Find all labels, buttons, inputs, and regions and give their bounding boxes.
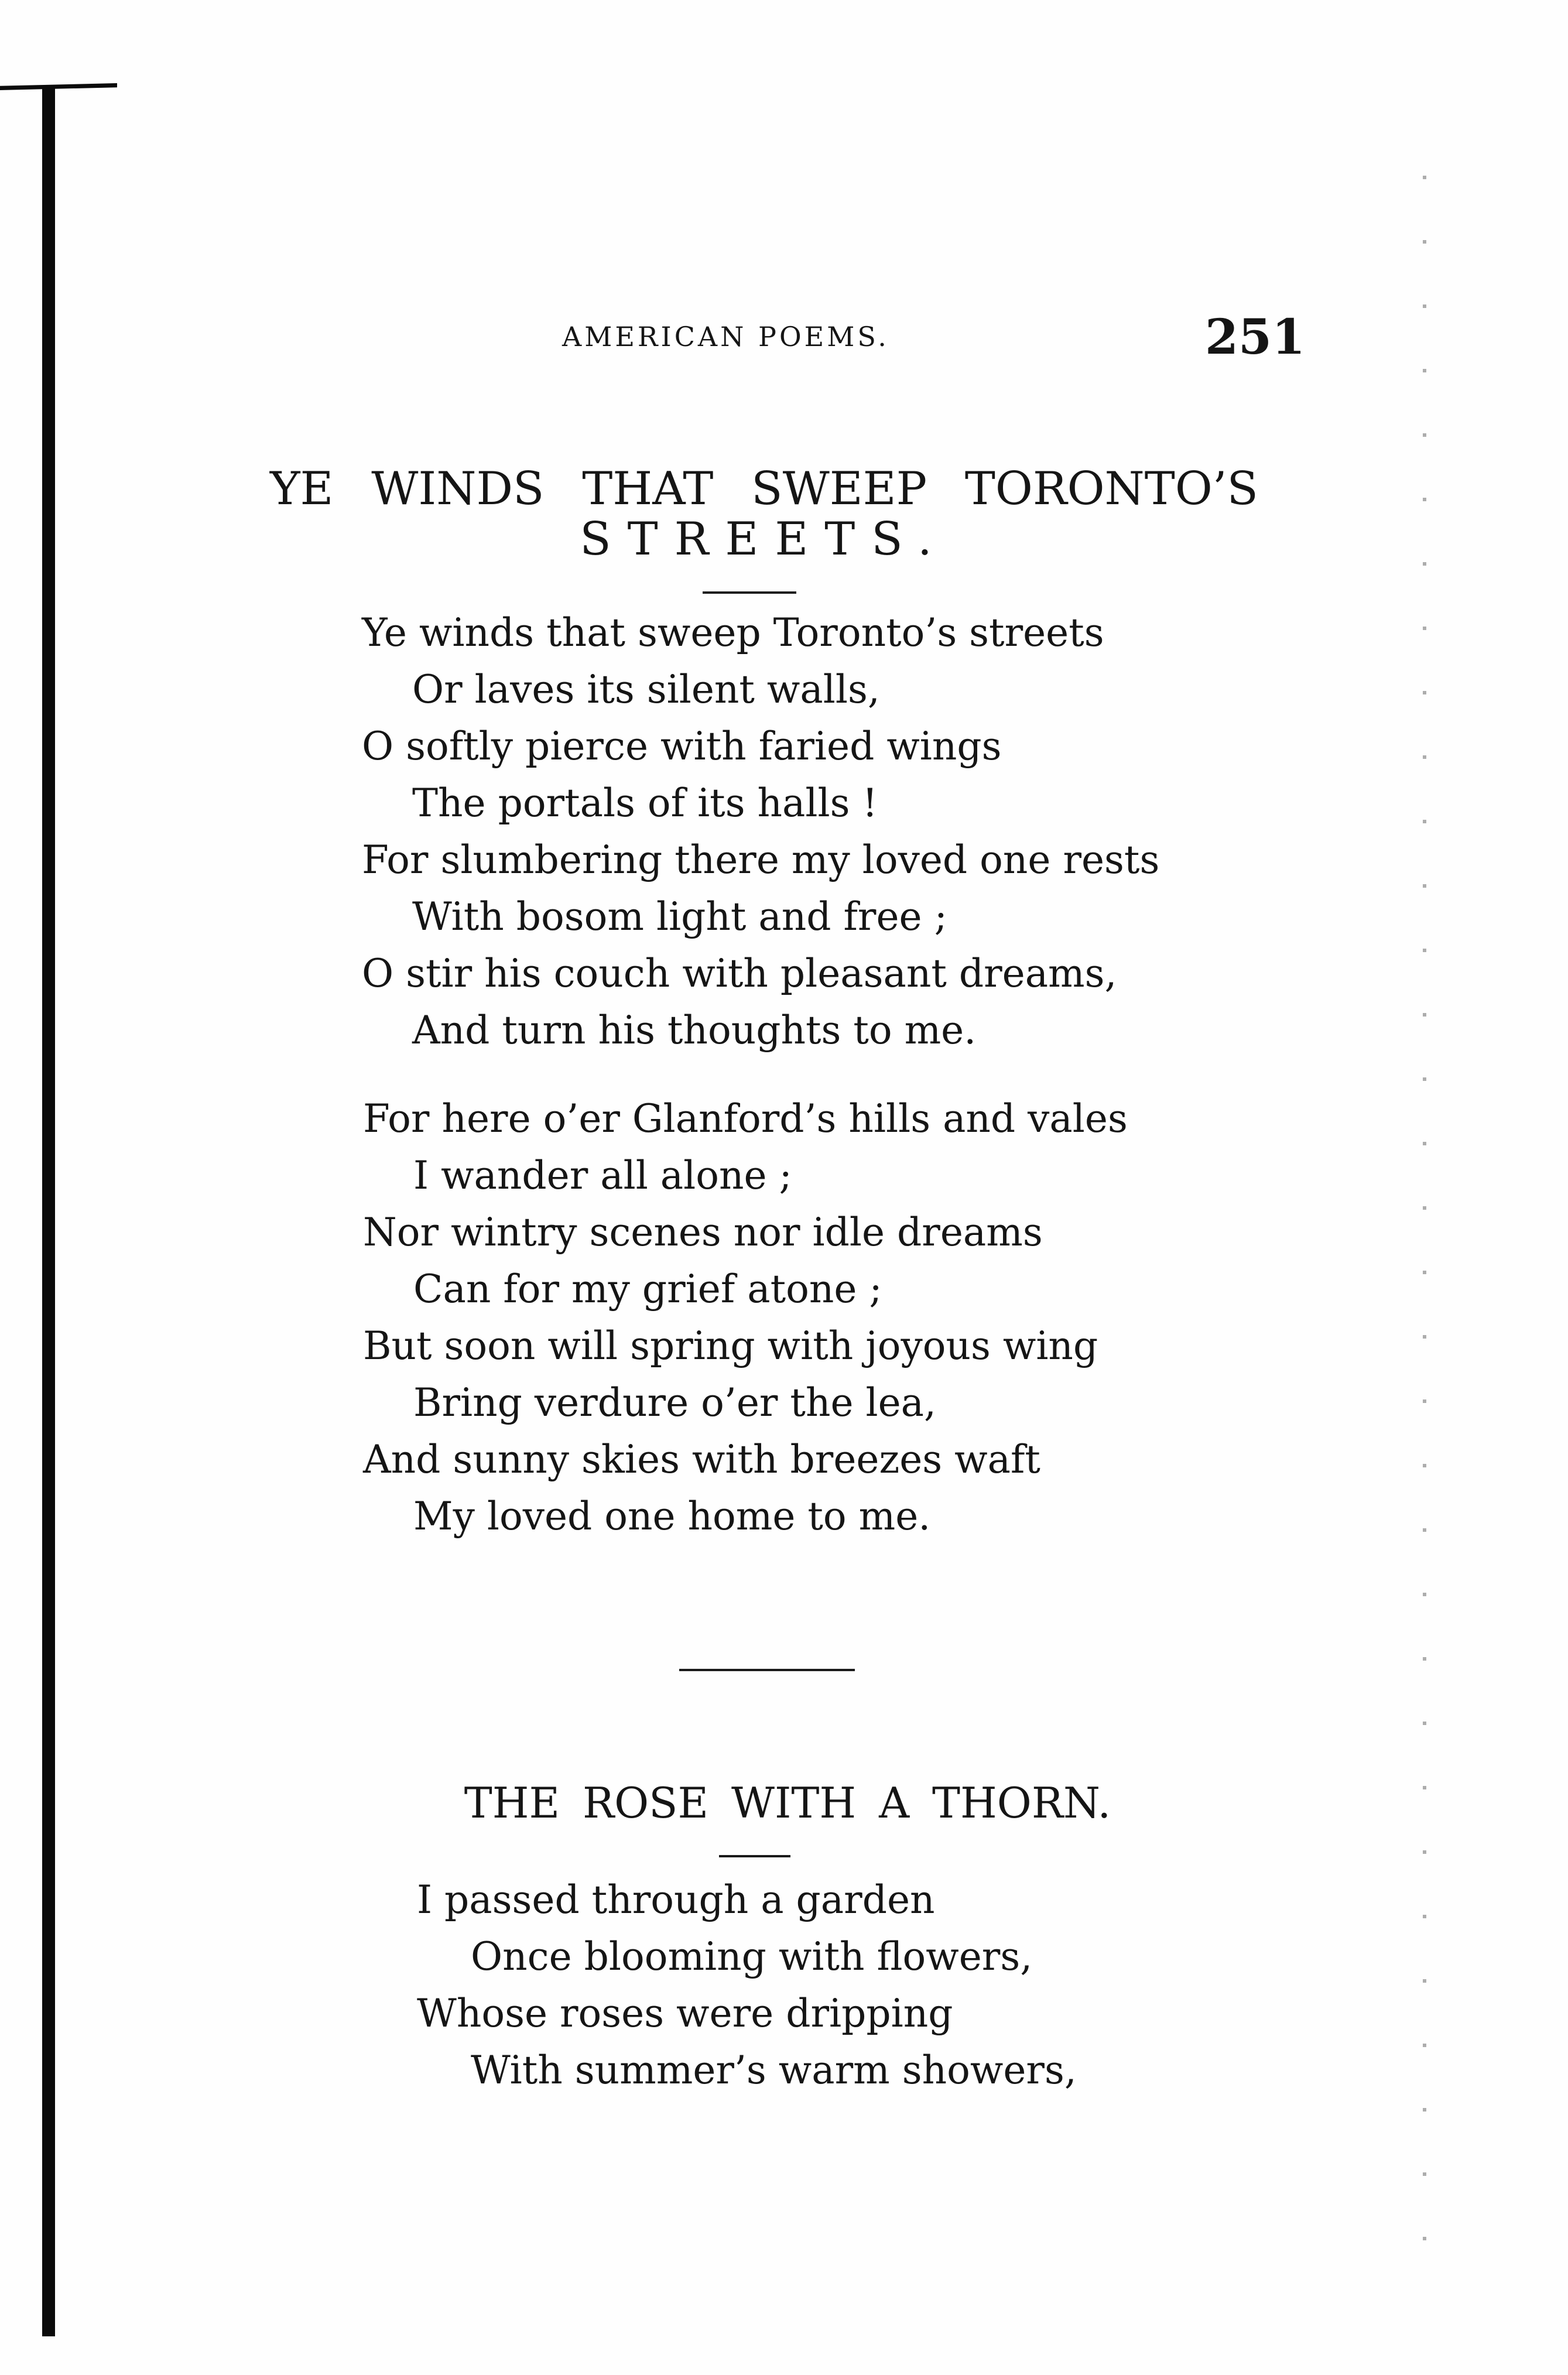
poem-title-line2: STREETS. — [580, 513, 949, 566]
scan-edge-top — [0, 83, 117, 90]
verse-line: With bosom light and free ; — [412, 894, 947, 939]
verse-line: With summer’s warm showers, — [471, 2048, 1077, 2093]
verse-line: Nor wintry scenes nor idle dreams — [363, 1210, 1043, 1255]
section-divider — [679, 1669, 855, 1671]
page-edge-specks — [1423, 152, 1426, 2260]
verse-line: And sunny skies with breezes waft — [363, 1437, 1040, 1482]
verse-line: Ye winds that sweep Toronto’s streets — [362, 610, 1104, 655]
verse-line: For slumbering there my loved one rests — [362, 837, 1160, 882]
verse-line: My loved one home to me. — [413, 1494, 931, 1539]
stanza-2 — [363, 1090, 1128, 1545]
title-rule — [719, 1855, 790, 1857]
verse-line: I passed through a garden — [417, 1877, 935, 1922]
poem-title-line1: YE WINDS THAT SWEEP TORONTO’S — [269, 463, 1258, 515]
verse-line: Whose roses were dripping — [417, 1991, 953, 2036]
running-title: AMERICAN POEMS. — [562, 321, 889, 353]
poem-title — [222, 464, 1306, 564]
stanza-1 — [362, 604, 1159, 1059]
page-number: 251 — [1205, 309, 1306, 365]
verse-line: Or laves its silent walls, — [412, 667, 880, 712]
poem2-title: THE ROSE WITH A THORN. — [464, 1778, 1111, 1828]
verse-line: But soon will spring with joyous wing — [363, 1323, 1098, 1368]
verse-line: Can for my grief atone ; — [413, 1267, 882, 1312]
verse-line: I wander all alone ; — [413, 1153, 792, 1198]
verse-line: For here o’er Glanford’s hills and vales — [363, 1096, 1128, 1141]
scan-edge-bar — [42, 88, 55, 2336]
verse-line: Bring verdure o’er the lea, — [413, 1380, 936, 1425]
verse-line: The portals of its halls ! — [412, 781, 878, 826]
verse-line: Once blooming with flowers, — [471, 1934, 1033, 1979]
title-rule — [703, 591, 796, 594]
verse-line: O stir his couch with pleasant dreams, — [362, 951, 1117, 996]
stanza-3 — [417, 1871, 1077, 2099]
verse-line: And turn his thoughts to me. — [412, 1008, 977, 1053]
verse-line: O softly pierce with faried wings — [362, 724, 1002, 769]
